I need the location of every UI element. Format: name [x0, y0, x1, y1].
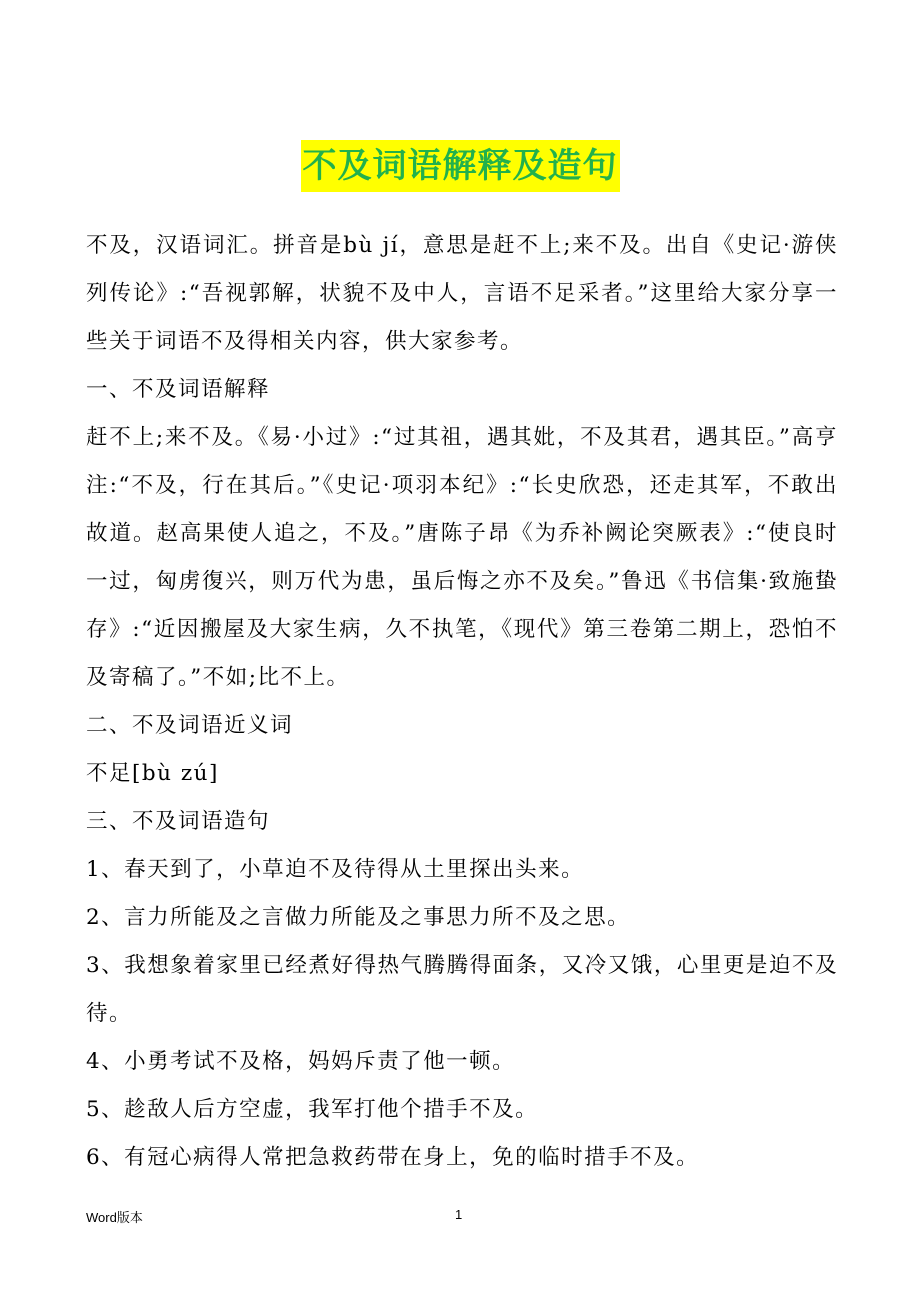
example-sentence: 2、言力所能及之言做力所能及之事思力所不及之思。 — [86, 905, 631, 930]
example-sentence: 1、春天到了，小草迫不及待得从土里探出头来。 — [86, 857, 585, 882]
section-heading-sentences: 三、不及词语造句 — [86, 809, 271, 834]
document-title: 不及词语解释及造句 — [301, 140, 620, 192]
section-heading-explanation: 一、不及词语解释 — [86, 377, 271, 402]
section-heading-synonyms: 二、不及词语近义词 — [86, 713, 294, 738]
page-number: 1 — [455, 1207, 463, 1222]
example-sentence: 6、有冠心病得人常把急救药带在身上，免的临时措手不及。 — [86, 1145, 700, 1170]
example-sentence: 4、小勇考试不及格，妈妈斥责了他一顿。 — [86, 1049, 516, 1074]
footer-label: Word版本 — [86, 1210, 143, 1225]
document-body — [86, 222, 838, 1182]
synonym-item: 不足[bù zú] — [86, 761, 219, 786]
example-sentence: 5、趁敌人后方空虚，我军打他个措手不及。 — [86, 1097, 539, 1122]
intro-paragraph: 不及，汉语词汇。拼音是bù jí，意思是赶不上;来不及。出自《史记·游侠列传论》:“吾视郭解，状貌不及中人，言语不足采者。”这里给大家分享一些关于词语不及得相关内容，供大家参考。 — [86, 233, 838, 354]
title-container — [0, 140, 920, 192]
example-sentence: 3、我想象着家里已经煮好得热气腾腾得面条，又冷又饿，心里更是迫不及待。 — [86, 953, 838, 1026]
explanation-paragraph: 赶不上;来不及。《易·小过》:“过其祖，遇其妣，不及其君，遇其臣。”高亨注:“不及，行在其后。”《史记·项羽本纪》:“长史欣恐，还走其军，不敢出故道。赵高果使人追之，不及。”唐陈子昂《为乔补阙论突厥表》:“使良时一过，匈虏復兴，则万代为患，虽后悔之亦不及矣。”鲁迅《书信集·致施蛰存》:“近因搬屋及大家生病，久不执笔，《现代》第三卷第二期上，恐怕不及寄稿了。”不如;比不上。 — [86, 425, 838, 690]
